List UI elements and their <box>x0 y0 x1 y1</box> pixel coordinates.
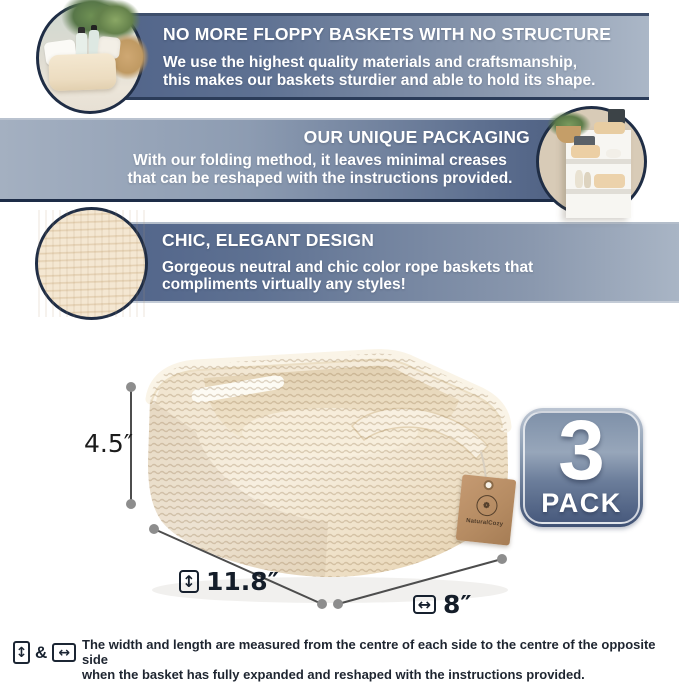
feature-title: NO MORE FLOPPY BASKETS WITH NO STRUCTURE <box>163 24 612 44</box>
feature-body-line1: With our folding method, it leaves minimal creases <box>133 152 507 169</box>
feature-body-line1: Gorgeous neutral and chic color rope baskets that <box>162 259 534 276</box>
tag-hole <box>485 482 492 489</box>
pack-count-badge-inner <box>523 403 640 524</box>
feature-title: OUR UNIQUE PACKAGING <box>303 127 530 147</box>
rope-basket-photo <box>571 145 600 159</box>
feature-body-line2: compliments virtually any styles! <box>162 275 406 293</box>
vertical-arrows-glyph: ↕ <box>182 572 196 591</box>
feature-photo-caddy <box>36 2 144 114</box>
brand-name: NaturalCozy <box>465 518 504 528</box>
brand-logo-icon <box>475 494 498 517</box>
width-dimension-label: 11.8″ <box>206 567 279 596</box>
vertical-arrows-icon <box>13 641 30 664</box>
dimension-endpoint-dot <box>126 382 136 392</box>
cream-caddy-photo <box>49 53 118 91</box>
horizontal-arrows-icon <box>413 595 436 614</box>
feature-body-line1: We use the highest quality materials and craftsmanship, <box>163 54 578 71</box>
rope-weave-texture <box>38 210 145 317</box>
feature-photo-shelf <box>536 106 647 217</box>
shelf-board-photo <box>566 189 631 194</box>
measurement-footnote <box>82 637 662 682</box>
rope-basket-photo <box>594 174 626 188</box>
dimension-endpoint-dot <box>149 524 159 534</box>
brand-hang-tag <box>456 474 517 545</box>
pack-count-number: 3 <box>558 403 605 498</box>
feature-body-line2: that can be reshaped with the instructions provided. <box>127 169 513 187</box>
feature-title: CHIC, ELEGANT DESIGN <box>162 230 375 250</box>
horizontal-arrows-glyph: ↔ <box>417 595 432 614</box>
footnote-line2: when the basket has fully expanded and reshaped with the instructions provided. <box>82 667 585 682</box>
depth-dimension-group <box>413 590 472 619</box>
ampersand: & <box>35 642 48 662</box>
width-dimension-group <box>179 567 279 596</box>
vertical-arrows-glyph: ↕ <box>15 644 28 661</box>
height-dimension-label: 4.5″ <box>84 429 134 458</box>
vase-photo <box>575 170 583 188</box>
bowl-photo <box>606 149 621 158</box>
footnote-icons <box>13 641 76 664</box>
feature-body-line2: this makes our baskets sturdier and able to hold its shape. <box>163 71 596 89</box>
brand-logo-glyph: ❁ <box>482 500 491 511</box>
dimension-endpoint-dot <box>317 599 327 609</box>
vertical-arrows-icon <box>179 570 199 593</box>
rope-basket-photo <box>594 122 626 135</box>
footnote-line1: The width and length are measured from the centre of each side to the centre of the opposite side <box>82 637 656 667</box>
shelf-board-photo <box>566 159 631 164</box>
horizontal-arrows-glyph: ↔ <box>58 644 71 661</box>
dimension-endpoint-dot <box>126 499 136 509</box>
horizontal-arrows-icon <box>52 643 76 662</box>
dimension-endpoint-dot <box>497 554 507 564</box>
feature-photo-rope-texture <box>35 207 148 320</box>
depth-dimension-label: 8″ <box>443 590 472 619</box>
vase-photo <box>584 172 591 188</box>
pack-count-badge <box>520 403 643 527</box>
dimension-endpoint-dot <box>333 599 343 609</box>
pack-count-word: PACK <box>541 487 622 518</box>
